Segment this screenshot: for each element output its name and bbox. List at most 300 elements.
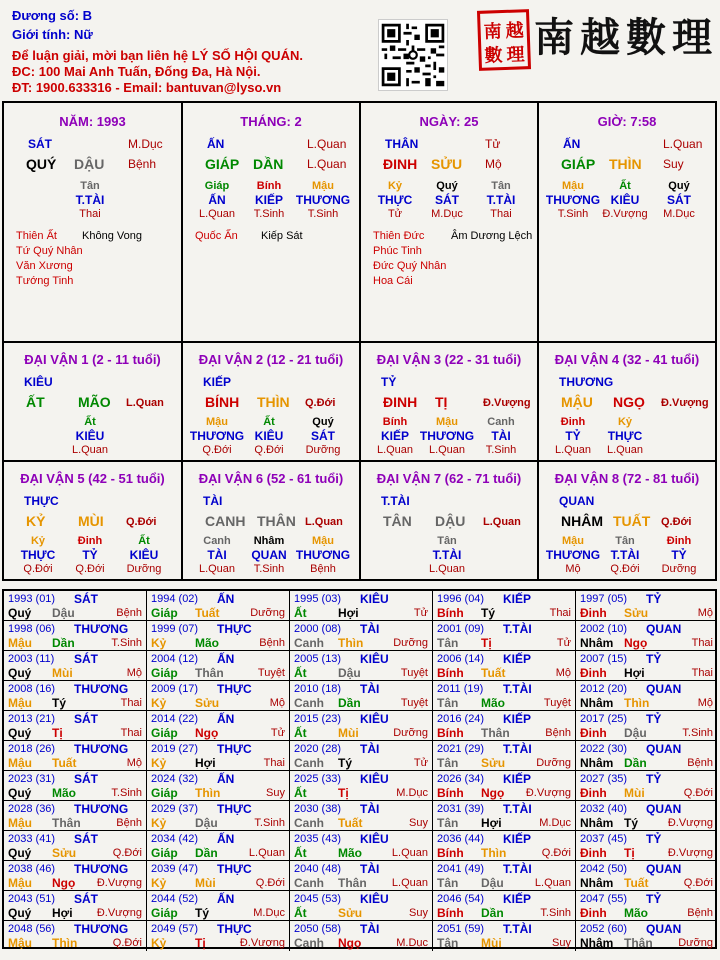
year-label: 2004 (12): [151, 653, 199, 665]
year-label: 2046 (54): [437, 893, 485, 905]
year-cell: [4, 861, 147, 891]
year-chi: Sửu: [481, 756, 506, 770]
year-label: 2050 (58): [294, 923, 342, 935]
year-can: Mậu: [8, 636, 32, 650]
header-line: ĐT: 1900.633316 - Email: bantuvan@lyso.vn: [12, 80, 282, 95]
year-cell: [576, 621, 717, 651]
year-label: 2005 (13): [294, 653, 342, 665]
year-can: Canh: [294, 936, 324, 950]
dai-van-top-star: KIÊU: [24, 375, 53, 389]
dai-van-cell: [183, 462, 361, 579]
pillar-chi: THÌN: [609, 156, 642, 172]
year-can: Nhâm: [580, 756, 614, 770]
dai-van-hidden-stem: Đinh: [77, 535, 103, 547]
year-cell: [576, 831, 717, 861]
dai-van-hidden-stem: Canh: [203, 535, 231, 547]
year-cell: [433, 651, 576, 681]
year-label: 2038 (46): [8, 863, 56, 875]
year-star: THƯƠNG: [74, 802, 129, 816]
year-stage: Bệnh: [545, 727, 571, 739]
year-cell: [433, 801, 576, 831]
year-star: THỰC: [217, 622, 252, 636]
hidden-stem: Quý: [436, 180, 458, 192]
year-chi: Hợi: [52, 906, 73, 920]
year-chi: Sửu: [195, 696, 220, 710]
dai-van-hidden-stage: L.Quan: [376, 444, 414, 456]
year-stage: T.Sinh: [111, 787, 142, 799]
year-star: THỰC: [217, 922, 252, 936]
year-stage: Dưỡng: [393, 727, 428, 739]
year-can: Ất: [294, 726, 307, 740]
year-can: Quý: [8, 726, 32, 740]
year-chi: Tý: [624, 816, 639, 830]
year-star: KIẾP: [503, 712, 532, 726]
year-stage: Tử: [413, 757, 428, 769]
year-chi: Sửu: [624, 606, 649, 620]
year-label: 2009 (17): [151, 683, 199, 695]
year-stage: Đ.Vượng: [239, 937, 285, 949]
year-chi: Tuất: [624, 876, 649, 890]
year-label: 2039 (47): [151, 863, 199, 875]
year-chi: Tuất: [195, 606, 220, 620]
year-can: Canh: [294, 756, 324, 770]
year-stage: Q.Đới: [683, 877, 713, 889]
pillar-top-star: ẤN: [207, 137, 225, 151]
pillar-chi-stage: Bệnh: [128, 157, 157, 171]
year-chi: Dậu: [195, 816, 218, 830]
dai-van-hidden-star: KIÊU: [129, 548, 159, 562]
year-cell: [4, 741, 147, 771]
year-star: QUAN: [646, 862, 682, 876]
year-cell: [576, 591, 717, 621]
year-label: 1996 (04): [437, 593, 485, 605]
year-chi: Dậu: [338, 666, 361, 680]
year-can: Giáp: [151, 906, 178, 920]
year-chi: Ngọ: [338, 936, 362, 950]
year-can: Ất: [294, 786, 307, 800]
pillar-chi: DẬU: [74, 156, 105, 172]
year-chi: Hợi: [195, 756, 216, 770]
year-can: Giáp: [151, 786, 178, 800]
hidden-stage: Thai: [490, 208, 512, 220]
year-chi: Ngọ: [624, 636, 648, 650]
header-line: Giới tính: Nữ: [12, 27, 93, 42]
year-label: 1997 (05): [580, 593, 628, 605]
year-label: 2015 (23): [294, 713, 342, 725]
pillar-can: QUÝ: [26, 156, 57, 172]
year-star: T.TÀI: [503, 682, 532, 696]
dai-van-cell: [361, 343, 539, 462]
dai-van-cell: [4, 462, 183, 579]
year-star: ẤN: [217, 832, 235, 846]
year-label: 2020 (28): [294, 743, 342, 755]
year-chi: Thân: [52, 816, 81, 830]
year-star: TÀI: [360, 622, 380, 636]
dai-van-hidden-star: QUAN: [251, 548, 287, 562]
year-stage: Tuyệt: [257, 667, 285, 679]
dai-van-cell: [361, 462, 539, 579]
hidden-stage: L.Quan: [198, 208, 236, 220]
year-cell: [147, 891, 290, 921]
year-label: 2037 (45): [580, 833, 628, 845]
year-chi: Dậu: [481, 876, 504, 890]
year-cell: [4, 921, 147, 951]
year-star: QUAN: [646, 742, 682, 756]
dai-van-hidden-star: KIẾP: [380, 429, 409, 443]
year-label: 2018 (26): [8, 743, 56, 755]
dai-van-hidden-star: TỶ: [565, 429, 581, 443]
year-star: ẤN: [217, 892, 235, 906]
year-stage: Thai: [691, 637, 713, 649]
pillar-title: NĂM: 1993: [59, 114, 126, 129]
year-star: THỰC: [217, 862, 252, 876]
dai-van-hidden-stem: Ất: [84, 416, 96, 428]
year-can: Ất: [294, 906, 307, 920]
right-star: Không Vong: [82, 230, 142, 242]
year-cell: [576, 651, 717, 681]
year-label: 2049 (57): [151, 923, 199, 935]
year-star: SÁT: [74, 892, 98, 906]
hidden-stem: Tân: [80, 180, 100, 192]
year-label: 2006 (14): [437, 653, 485, 665]
year-stage: Q.Đới: [112, 847, 142, 859]
left-star: Tứ Quý Nhân: [16, 245, 83, 257]
year-label: 2041 (49): [437, 863, 485, 875]
year-star: KIÊU: [360, 832, 389, 846]
year-star: SÁT: [74, 592, 98, 606]
year-cell: [147, 831, 290, 861]
year-cell: [433, 741, 576, 771]
year-stage: Thai: [120, 697, 142, 709]
qr-code-icon: [379, 20, 447, 90]
year-can: Đinh: [580, 666, 607, 680]
year-cell: [147, 651, 290, 681]
year-chi: Tuất: [481, 666, 506, 680]
pillar-can: GIÁP: [561, 156, 596, 172]
pillar-cell: [539, 103, 715, 343]
dai-van-stage: L.Quan: [305, 516, 343, 528]
year-chi: Sửu: [338, 906, 363, 920]
year-chi: Tý: [52, 696, 67, 710]
dai-van-hidden-star: TỶ: [671, 548, 687, 562]
dai-van-can: KỶ: [26, 513, 46, 529]
year-star: KIẾP: [503, 892, 532, 906]
year-can: Kỷ: [151, 816, 167, 830]
year-label: 2042 (50): [580, 863, 628, 875]
pillar-cell: [4, 103, 183, 343]
year-label: 2022 (30): [580, 743, 628, 755]
year-stage: T.Sinh: [682, 727, 713, 739]
year-label: 2003 (11): [8, 653, 55, 665]
seal-stamp-icon: [480, 12, 528, 68]
dai-van-cell: [539, 462, 715, 579]
year-stage: Bệnh: [259, 637, 285, 649]
svg-text:南: 南: [483, 21, 503, 43]
dai-van-can: BÍNH: [205, 394, 240, 410]
year-label: 2000 (08): [294, 623, 342, 635]
year-stage: Bệnh: [116, 817, 142, 829]
pillar-top-star: SÁT: [28, 137, 52, 151]
year-chi: Ngọ: [195, 726, 219, 740]
year-chi: Dần: [195, 846, 218, 860]
year-can: Bính: [437, 906, 464, 920]
year-star: ẤN: [217, 712, 235, 726]
year-stage: Đ.Vượng: [96, 877, 142, 889]
dai-van-hidden-stem: Kỷ: [617, 416, 633, 428]
dai-van-hidden-star: KIÊU: [254, 429, 284, 443]
year-can: Mậu: [8, 936, 32, 950]
year-chi: Tuất: [52, 756, 77, 770]
year-stage: L.Quan: [391, 877, 428, 889]
year-label: 2007 (15): [580, 653, 628, 665]
dai-van-hidden-stem: Tân: [437, 535, 457, 547]
dai-van-hidden-stage: Q.Đới: [254, 444, 284, 456]
year-can: Đinh: [580, 606, 607, 620]
right-star: Kiếp Sát: [261, 230, 303, 242]
year-label: 2048 (56): [8, 923, 56, 935]
year-cell: [576, 741, 717, 771]
dai-van-title: ĐẠI VẬN 7 (62 - 71 tuổi): [376, 471, 522, 486]
dai-van-hidden-star: T.TÀI: [432, 548, 462, 562]
dai-van-top-star: QUAN: [559, 494, 595, 508]
dai-van-hidden-stem: Quý: [312, 416, 334, 428]
dai-van-can: CANH: [205, 513, 246, 529]
year-can: Nhâm: [580, 636, 614, 650]
year-can: Kỷ: [151, 756, 167, 770]
svg-text:數: 數: [484, 45, 503, 67]
pillar-top-stage: Tử: [485, 137, 501, 151]
dai-van-title: ĐẠI VẬN 2 (12 - 21 tuổi): [198, 352, 344, 367]
year-stage: Suy: [552, 937, 571, 949]
year-star: THƯƠNG: [74, 862, 129, 876]
hidden-star: THƯƠNG: [295, 193, 351, 207]
year-label: 2026 (34): [437, 773, 485, 785]
year-cell: [147, 861, 290, 891]
qr-code[interactable]: [378, 19, 448, 91]
hidden-star: KIẾP: [254, 193, 283, 207]
year-star: TÀI: [360, 802, 380, 816]
year-stage: Thai: [691, 667, 713, 679]
dai-van-stage: Q.Đới: [305, 397, 336, 409]
dai-van-hidden-stem: Đinh: [560, 416, 586, 428]
dai-van-can: ĐINH: [383, 394, 418, 410]
year-can: Nhâm: [580, 936, 614, 950]
hidden-star: T.TÀI: [486, 193, 516, 207]
year-stage: Dưỡng: [250, 607, 285, 619]
year-can: Giáp: [151, 726, 178, 740]
year-star: TÀI: [360, 862, 380, 876]
year-chi: Thìn: [481, 846, 507, 860]
year-star: T.TÀI: [503, 862, 532, 876]
year-star: ẤN: [217, 772, 235, 786]
year-can: Đinh: [580, 786, 607, 800]
year-cell: [290, 861, 433, 891]
year-can: Mậu: [8, 696, 32, 710]
year-star: THỰC: [217, 742, 252, 756]
year-can: Tân: [437, 936, 459, 950]
year-chi: Tị: [195, 936, 206, 950]
year-can: Ất: [294, 846, 307, 860]
year-star: TỶ: [646, 652, 662, 666]
dai-van-hidden-star: THỰC: [607, 429, 643, 443]
year-stage: Mộ: [697, 697, 713, 709]
year-label: 2008 (16): [8, 683, 56, 695]
dai-van-chi: MÃO: [78, 394, 111, 410]
year-star: T.TÀI: [503, 742, 532, 756]
dai-van-chi: THÂN: [257, 513, 296, 529]
year-chi: Dần: [624, 756, 647, 770]
left-star: Hoa Cái: [373, 275, 413, 287]
year-chi: Dậu: [52, 606, 75, 620]
dai-van-hidden-stage: L.Quan: [71, 444, 109, 456]
year-cell: [4, 711, 147, 741]
hidden-stage: T.Sinh: [307, 208, 339, 220]
hidden-stem: Kỷ: [387, 180, 403, 192]
brand-logo: 南越數理: [534, 14, 718, 61]
left-star: Quốc Ấn: [195, 230, 238, 242]
year-can: Nhâm: [580, 816, 614, 830]
year-chi: Dần: [52, 636, 75, 650]
year-chi: Hợi: [624, 666, 645, 680]
year-label: 2028 (36): [8, 803, 56, 815]
year-chi: Tý: [338, 756, 353, 770]
year-star: KIẾP: [503, 832, 532, 846]
year-star: TÀI: [360, 922, 380, 936]
year-can: Quý: [8, 846, 32, 860]
hidden-stage: T.Sinh: [557, 208, 589, 220]
year-cell: [147, 711, 290, 741]
year-cell: [290, 621, 433, 651]
year-label: 2010 (18): [294, 683, 342, 695]
year-cell: [290, 711, 433, 741]
hidden-stem: Mậu: [562, 180, 584, 192]
year-chi: Mùi: [338, 726, 359, 740]
dai-van-hidden-star: KIÊU: [75, 429, 105, 443]
year-star: QUAN: [646, 682, 682, 696]
year-star: T.TÀI: [503, 622, 532, 636]
dai-van-chi: TỊ: [435, 394, 448, 410]
year-stage: Dưỡng: [678, 937, 713, 949]
year-cell: [4, 621, 147, 651]
year-label: 2001 (09): [437, 623, 485, 635]
year-can: Canh: [294, 876, 324, 890]
year-star: TÀI: [360, 682, 380, 696]
dai-van-hidden-stem: Kỷ: [30, 535, 46, 547]
year-label: 2014 (22): [151, 713, 199, 725]
year-cell: [433, 891, 576, 921]
year-label: 2034 (42): [151, 833, 199, 845]
year-cell: [433, 621, 576, 651]
year-can: Đinh: [580, 846, 607, 860]
dai-van-hidden-star: THƯƠNG: [189, 429, 245, 443]
dai-van-top-star: TÀI: [203, 494, 223, 508]
pillar-can: GIÁP: [205, 156, 240, 172]
year-can: Ất: [294, 666, 307, 680]
year-cell: [290, 771, 433, 801]
hidden-star: SÁT: [435, 193, 459, 207]
year-cell: [4, 891, 147, 921]
year-can: Tân: [437, 636, 459, 650]
year-stage: L.Quan: [534, 877, 571, 889]
year-stage: Thai: [549, 607, 571, 619]
hidden-stem: Quý: [668, 180, 690, 192]
hidden-stage: Đ.Vượng: [602, 208, 648, 220]
year-star: TỶ: [646, 772, 662, 786]
year-cell: [147, 591, 290, 621]
year-star: SÁT: [74, 712, 98, 726]
year-star: ẤN: [217, 652, 235, 666]
year-stage: Suy: [409, 817, 428, 829]
year-cell: [147, 621, 290, 651]
dai-van-chi: NGỌ: [613, 394, 645, 410]
year-stage: Đ.Vượng: [96, 907, 142, 919]
dai-van-stage: Đ.Vượng: [483, 397, 531, 409]
year-can: Mậu: [8, 756, 32, 770]
yearly-table: [2, 589, 717, 949]
pillar-title: GIỜ: 7:58: [597, 114, 657, 129]
year-label: 2025 (33): [294, 773, 342, 785]
year-cell: [290, 891, 433, 921]
year-stage: Mộ: [126, 757, 142, 769]
year-label: 2044 (52): [151, 893, 199, 905]
year-label: 2011 (19): [437, 683, 484, 695]
year-cell: [290, 801, 433, 831]
year-can: Đinh: [580, 906, 607, 920]
year-cell: [290, 651, 433, 681]
dai-van-title: ĐẠI VẬN 8 (72 - 81 tuổi): [554, 471, 700, 486]
year-star: THƯƠNG: [74, 622, 129, 636]
year-label: 1993 (01): [8, 593, 56, 605]
year-label: 1998 (06): [8, 623, 56, 635]
year-stage: Q.Đới: [112, 937, 142, 949]
year-can: Bính: [437, 666, 464, 680]
year-can: Tân: [437, 816, 459, 830]
year-label: 2002 (10): [580, 623, 628, 635]
dai-van-hidden-star: THƯƠNG: [295, 548, 351, 562]
year-label: 2021 (29): [437, 743, 485, 755]
year-chi: Dần: [338, 696, 361, 710]
year-chi: Mùi: [481, 936, 502, 950]
year-cell: [576, 711, 717, 741]
year-cell: [576, 771, 717, 801]
year-stage: Mộ: [269, 697, 285, 709]
year-can: Canh: [294, 816, 324, 830]
dai-van-hidden-stem: Mậu: [562, 535, 584, 547]
hidden-stage: Tử: [387, 208, 403, 220]
year-cell: [147, 741, 290, 771]
year-stage: Mộ: [126, 667, 142, 679]
hidden-stem: Mậu: [312, 180, 334, 192]
year-stage: Thai: [120, 727, 142, 739]
dai-van-top-star: KIẾP: [203, 375, 232, 389]
dai-van-title: ĐẠI VẬN 5 (42 - 51 tuổi): [20, 471, 165, 486]
year-cell: [576, 801, 717, 831]
hidden-star: SÁT: [667, 193, 691, 207]
dai-van-hidden-star: TÀI: [207, 548, 227, 562]
dai-van-can: MẬU: [561, 394, 593, 410]
year-star: THƯƠNG: [74, 742, 129, 756]
year-chi: Hợi: [481, 816, 502, 830]
year-label: 2040 (48): [294, 863, 342, 875]
year-stage: Tử: [270, 727, 285, 739]
year-chi: Dậu: [624, 726, 647, 740]
year-stage: Đ.Vượng: [525, 787, 571, 799]
year-label: 2031 (39): [437, 803, 485, 815]
year-star: TÀI: [360, 742, 380, 756]
dai-van-hidden-stem: Bính: [382, 416, 408, 428]
dai-van-hidden-stage: Dưỡng: [305, 444, 341, 456]
year-stage: Bệnh: [687, 757, 713, 769]
